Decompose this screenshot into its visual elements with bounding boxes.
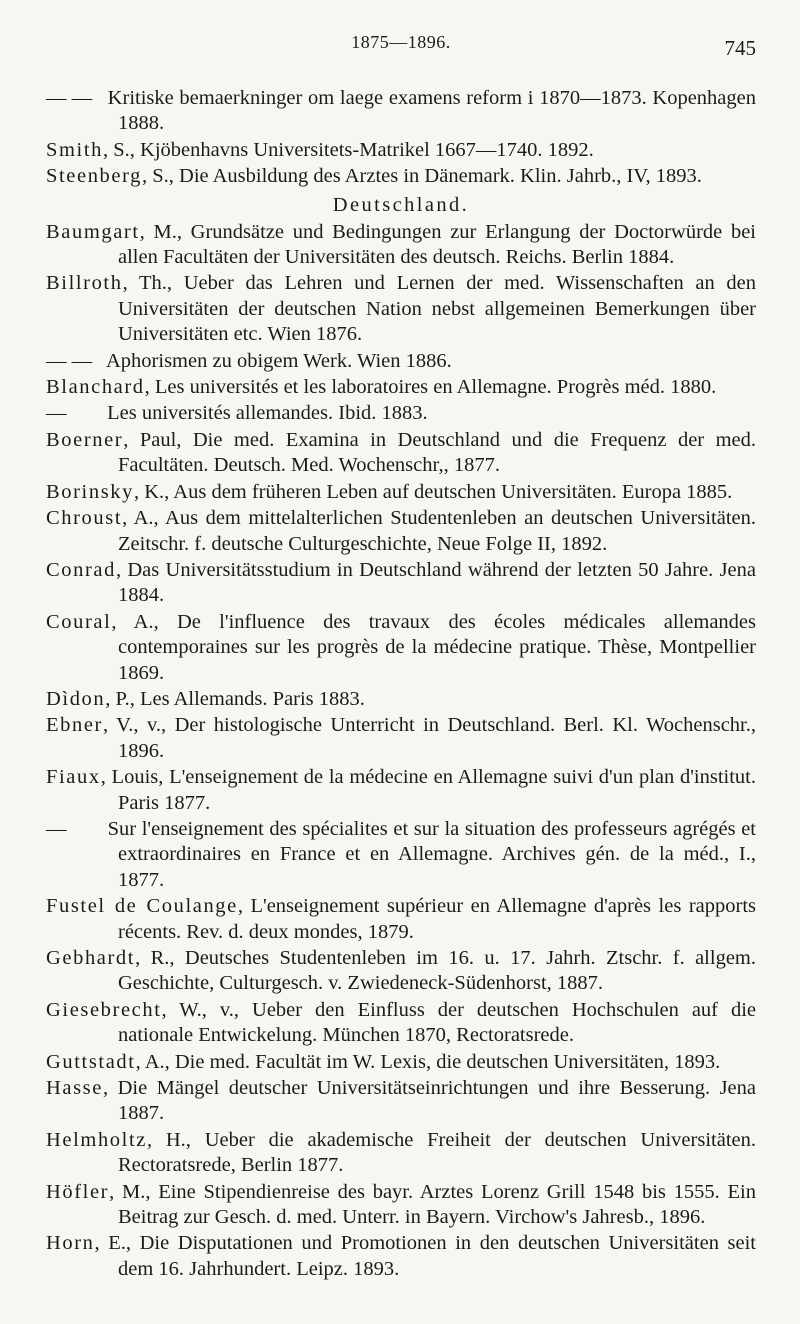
entry-text: , P., Les Allemands. Paris 1883. <box>105 687 365 710</box>
running-head <box>46 28 756 74</box>
entry-text: , H., Ueber die akademische Freiheit der deutschen Universitäten. Rectoratsrede, Berlin 1877. <box>118 1128 756 1177</box>
page-number: 745 <box>724 36 756 60</box>
bibliography-entry <box>46 765 756 816</box>
bibliography-entry <box>46 375 756 400</box>
bibliography-entry <box>46 428 756 479</box>
entry-author: Boerner <box>46 428 124 451</box>
entry-text: , K., Aus dem früheren Leben auf deutschen Universitäten. Europa 1885. <box>133 480 733 503</box>
entry-text: , M., Eine Stipendienreise des bayr. Arztes Lorenz Grill 1548 bis 1555. Ein Beitrag zur Gesch. d. med. Unterr. in Bayern. Virchow's Jahresb., 1896. <box>109 1180 756 1229</box>
entry-text: , W., v., Ueber den Einfluss der deutschen Hochschulen auf die nationale Entwickelung. München 1870, Rectoratsrede. <box>118 998 756 1047</box>
entry-author: Billroth <box>46 272 123 295</box>
entry-text: , Les universités et les laboratoires en Allemagne. Progrès méd. 1880. <box>144 376 717 399</box>
bibliography-entry <box>46 1050 756 1075</box>
entry-text: , S., Kjöbenhavns Universitets-Matrikel 1667—1740. 1892. <box>103 138 594 161</box>
bibliography-entry <box>46 998 756 1049</box>
entry-text: , Paul, Die med. Examina in Deutschland und die Frequenz der med. Facultäten. Deutsch. Med. Wochenschr,, 1877. <box>118 428 756 477</box>
bibliography-entry <box>46 220 756 271</box>
bibliography-entry <box>46 86 756 137</box>
bibliography-entry <box>46 1180 756 1231</box>
entry-text: , L'enseignement supérieur en Allemagne d'après les rapports récents. Rev. d. deux mondes, 1879. <box>118 895 756 943</box>
entry-text: , A., Aus dem mittelalterlichen Studentenleben an deutschen Universitäten. Zeitschr. f. deutsche Culturgeschichte, Neue Folge II, 1892. <box>118 507 756 555</box>
bibliography-entry <box>46 610 756 686</box>
entry-text: , M., Grundsätze und Bedingungen zur Erlangung der Doctorwürde bei allen Facultäten der Universitäten des deutsch. Reichs. Berlin 1884. <box>118 220 756 269</box>
entry-text: , Louis, L'enseignement de la médecine en Allemagne suivi d'un plan d'institut. Paris 1877. <box>100 766 756 814</box>
bibliography-entry <box>46 1076 756 1127</box>
bibliography-list <box>46 86 756 1282</box>
entry-text: , Die Mängel deutscher Universitätseinrichtungen und ihre Besserung. Jena 1887. <box>102 1077 756 1125</box>
entry-author: Blanchard <box>46 376 145 399</box>
bibliography-entry <box>46 1128 756 1179</box>
entry-author: Baumgart <box>46 220 140 243</box>
running-head-title: 1875—1896. <box>351 32 451 52</box>
entry-text: , Th., Ueber das Lehren und Lernen der med. Wissenschaften an den Universitäten der deutschen Nation nebst allgemeinen Bemerkungen über Universitäten etc. Wien 1876. <box>118 272 756 346</box>
bibliography-entry <box>46 946 756 997</box>
entry-text: , S., Die Ausbildung des Arztes in Dänemark. Klin. Jahrb., IV, 1893. <box>142 165 702 188</box>
bibliography-entry <box>46 687 756 712</box>
entry-author: Steenberg <box>46 165 142 188</box>
section-heading: Deutschland. <box>332 193 470 216</box>
entry-text: Kritiske bemaerkninger om laege examens reform i 1870—1873. Kopenhagen 1888. <box>102 87 756 135</box>
bibliography-entry <box>46 401 756 426</box>
entry-author: — — <box>46 349 93 372</box>
bibliography-entry <box>46 164 756 189</box>
entry-author: Höfler <box>46 1180 110 1203</box>
entry-author: Giesebrecht <box>46 998 162 1021</box>
bibliography-entry <box>46 138 756 163</box>
entry-text: , A., Die med. Facultät im W. Lexis, die deutschen Universitäten, 1893. <box>135 1050 721 1073</box>
entry-text: , E., Die Disputationen und Promotionen in den deutschen Universitäten seit dem 16. Jahrhundert. Leipz. 1893. <box>94 1232 756 1280</box>
entry-author: — <box>46 402 67 425</box>
entry-text: Les universités allemandes. Ibid. 1883. <box>102 402 428 425</box>
bibliography-entry <box>46 349 756 374</box>
entry-author: Guttstadt <box>46 1050 136 1073</box>
entry-author: Hasse <box>46 1077 103 1100</box>
bibliography-entry <box>46 558 756 609</box>
entry-author: Horn <box>46 1232 95 1255</box>
bibliography-entry <box>46 894 756 945</box>
entry-author: Fiaux <box>46 766 101 789</box>
entry-author: Coural <box>46 610 112 633</box>
bibliography-entry <box>46 506 756 557</box>
bibliography-entry <box>46 817 756 893</box>
bibliography-entry <box>46 271 756 347</box>
entry-text: , R., Deutsches Studentenleben im 16. u. 17. Jahrh. Ztschr. f. allgem. Geschichte, Culturgesch. v. Zwiedeneck-Südenhorst, 1887. <box>118 947 756 995</box>
entry-author: Gebhardt <box>46 947 136 969</box>
entry-author: Borinsky <box>46 480 134 503</box>
entry-author: Helmholtz <box>46 1128 147 1151</box>
bibliography-entry <box>46 480 756 505</box>
entry-author: Fustel de Coulange <box>46 895 238 918</box>
bibliography-entry <box>46 713 756 764</box>
entry-text: Aphorismen zu obigem Werk. Wien 1886. <box>102 349 452 372</box>
entry-text: , Das Universitätsstudium in Deutschland während der letzten 50 Jahre. Jena 1884. <box>115 558 756 607</box>
entry-author: Dìdon <box>46 687 106 710</box>
entry-text: , A., De l'influence des travaux des écoles médicales allemandes contemporaines sur les progrès de la médecine pratique. Thèse, Montpellier 1869. <box>111 610 756 684</box>
entry-author: — <box>46 817 67 840</box>
entry-author: — — <box>46 87 93 109</box>
entry-author: Conrad <box>46 558 116 581</box>
entry-text: , V., v., Der histologische Unterricht in Deutschland. Berl. Kl. Wochenschr., 1896. <box>102 714 756 762</box>
entry-author: Ebner <box>46 714 103 737</box>
bibliography-entry <box>46 1231 756 1282</box>
entry-text: Sur l'enseignement des spécialites et sur la situation des professeurs agrégés et extraordinaires en France et en Allemagne. Archives gén. de la méd., I., 1877. <box>102 817 756 891</box>
entry-author: Chroust <box>46 507 123 530</box>
entry-author: Smith <box>46 138 103 161</box>
